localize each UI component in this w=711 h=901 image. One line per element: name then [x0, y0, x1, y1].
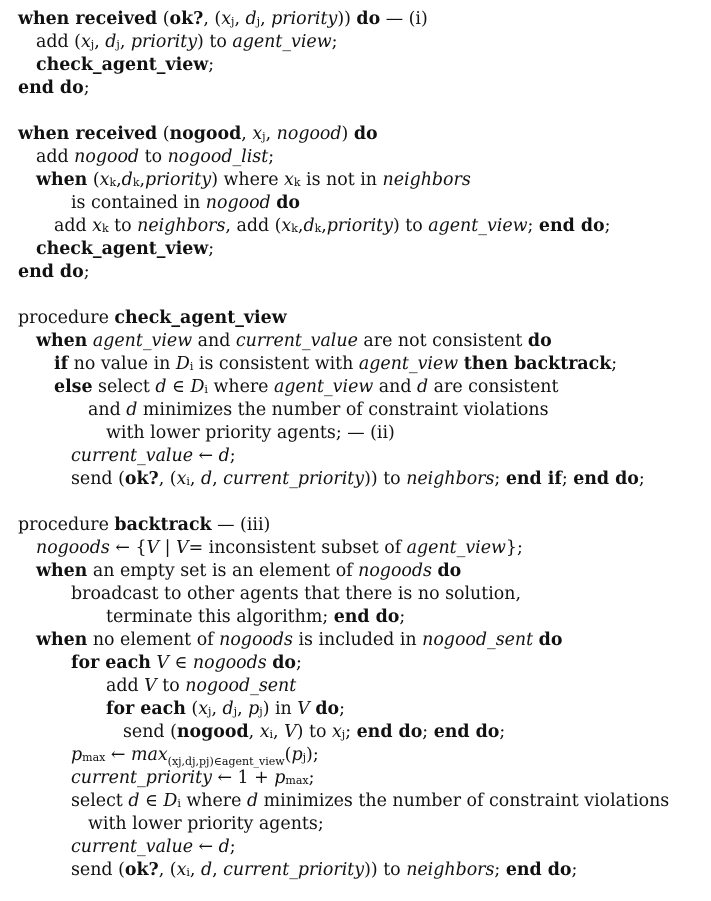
keyword: when — [36, 170, 88, 190]
text: is consistent with — [193, 354, 359, 374]
text: ; — [83, 78, 90, 98]
math-symbol: neighbors — [406, 860, 495, 880]
math-symbol: p — [71, 745, 83, 765]
text: , — [234, 9, 246, 29]
math-symbol: nogoods — [358, 561, 432, 581]
text: , — [248, 722, 260, 742]
keyword: when — [36, 331, 88, 351]
keyword: if — [54, 354, 69, 374]
text: no value in — [68, 354, 176, 374]
math-symbol: D — [175, 354, 190, 374]
math-symbol: neighbors — [137, 216, 226, 236]
keyword: when received — [18, 9, 158, 29]
subscript: k — [293, 176, 301, 189]
math-symbol: p — [274, 768, 286, 788]
text: )) to — [364, 860, 407, 880]
text: ; — [268, 147, 275, 167]
text: ; — [229, 446, 236, 466]
math-symbol: d — [218, 837, 230, 857]
math-symbol: x — [80, 32, 91, 52]
keyword: do — [356, 9, 381, 29]
subscript: j — [259, 705, 263, 718]
math-symbol: current_priority — [223, 469, 365, 489]
keyword: check_agent_view — [36, 239, 209, 259]
math-symbol: agent_view — [406, 538, 506, 558]
text: , — [237, 699, 249, 719]
text: send ( — [71, 469, 125, 489]
math-symbol: D — [190, 377, 205, 397]
math-symbol: d — [121, 170, 133, 190]
text: ← — [193, 446, 219, 466]
keyword: else — [54, 377, 93, 397]
text: ( — [284, 745, 292, 765]
text: , add ( — [225, 216, 282, 236]
math-symbol: x — [176, 860, 187, 880]
text: ) to — [296, 722, 332, 742]
subscript: i — [186, 866, 190, 879]
text: ← — [193, 837, 219, 857]
math-symbol: priority — [326, 216, 393, 236]
keyword: do — [527, 331, 552, 351]
code-line — [18, 652, 669, 675]
math-symbol: nogoods — [192, 653, 267, 673]
text: no element of — [87, 630, 220, 650]
text: ( — [87, 170, 100, 190]
text: ∈ — [166, 377, 191, 397]
keyword: do — [538, 630, 563, 650]
math-symbol: V — [146, 538, 160, 558]
text: | — [159, 538, 176, 558]
code-line — [18, 445, 669, 468]
code-line — [18, 767, 669, 790]
code-line — [18, 675, 669, 698]
text: are consistent — [428, 377, 559, 397]
math-symbol: x — [92, 216, 102, 236]
math-symbol: p — [291, 745, 303, 765]
math-symbol: V — [284, 722, 297, 742]
text: ← — [105, 745, 131, 765]
blank-line — [18, 491, 669, 514]
code-line — [18, 192, 669, 215]
math-symbol: D — [163, 791, 178, 811]
text: to — [108, 216, 138, 236]
code-line — [18, 836, 669, 859]
keyword: ok? — [124, 860, 159, 880]
text: , — [321, 216, 327, 236]
text: ← { — [109, 538, 147, 558]
math-symbol: agent_view — [232, 32, 332, 52]
text: add ( — [36, 32, 81, 52]
math-symbol: d — [218, 446, 230, 466]
math-symbol: max — [130, 745, 168, 765]
text: is included in — [292, 630, 423, 650]
text: , ( — [158, 469, 177, 489]
code-line — [18, 8, 669, 31]
code-line — [18, 744, 669, 767]
subscript: i — [177, 797, 181, 810]
math-symbol: d — [200, 469, 213, 489]
text: to — [156, 676, 186, 696]
text: ) — [341, 124, 354, 144]
text: — (i) — [380, 9, 428, 29]
subscript: max — [285, 774, 309, 787]
text: ; — [561, 469, 574, 489]
code-line — [18, 698, 669, 721]
keyword: end do — [433, 722, 500, 742]
text: select — [92, 377, 156, 397]
code-line — [18, 560, 669, 583]
keyword: when — [36, 561, 88, 581]
math-symbol: x — [198, 699, 209, 719]
code-line — [18, 146, 669, 169]
code-line — [18, 169, 669, 192]
keyword: when received — [18, 124, 158, 144]
subscript: k — [109, 176, 117, 189]
math-symbol: current_value — [71, 446, 193, 466]
text: , — [119, 32, 131, 52]
text: ; — [638, 469, 645, 489]
subscript: k — [314, 222, 322, 235]
math-symbol: x — [331, 722, 342, 742]
math-symbol: d — [245, 9, 257, 29]
math-symbol: d — [222, 699, 234, 719]
math-symbol: nogood_sent — [422, 630, 534, 650]
text: where — [180, 791, 247, 811]
math-symbol: x — [284, 170, 294, 190]
keyword: end if — [505, 469, 562, 489]
math-symbol: nogood — [74, 147, 140, 167]
text: , — [212, 469, 224, 489]
subscript: i — [186, 475, 190, 488]
math-symbol: agent_view — [92, 331, 193, 351]
code-line — [18, 261, 669, 284]
text: ; — [604, 216, 611, 236]
math-symbol: V — [144, 676, 157, 696]
math-symbol: nogood_list — [167, 147, 269, 167]
text: and — [88, 400, 127, 420]
keyword: for each — [106, 699, 186, 719]
text: ; — [527, 216, 539, 236]
text: , — [297, 216, 304, 236]
keyword: end do — [538, 216, 605, 236]
algorithm-pseudocode — [18, 8, 669, 882]
math-symbol: V — [297, 699, 310, 719]
code-line — [18, 77, 669, 100]
math-symbol: d — [246, 791, 259, 811]
code-line — [18, 54, 669, 77]
code-line — [18, 514, 669, 537]
subscript: j — [90, 38, 95, 51]
text: ; — [494, 860, 506, 880]
code-line — [18, 307, 669, 330]
text: , — [241, 124, 253, 144]
subscript: j — [231, 15, 235, 28]
math-symbol: d — [155, 377, 167, 397]
blank-line — [18, 100, 669, 123]
keyword: end do — [573, 469, 639, 489]
keyword: then backtrack — [463, 354, 612, 374]
text: ; — [499, 722, 506, 742]
text: , — [139, 170, 146, 190]
keyword: nogood — [176, 722, 249, 742]
text: , — [116, 170, 122, 190]
keyword: do — [437, 561, 462, 581]
code-line — [18, 376, 669, 399]
keyword: end do — [333, 607, 400, 627]
text: procedure — [18, 515, 115, 535]
keyword: end do — [356, 722, 423, 742]
math-symbol: d — [105, 32, 117, 52]
math-symbol: p — [248, 699, 260, 719]
text: minimizes the number of constraint violations — [137, 400, 549, 420]
math-symbol: priority — [271, 9, 338, 29]
text: ∈ — [168, 653, 193, 673]
text: ; — [296, 653, 302, 673]
text: add — [54, 216, 93, 236]
text: ; — [331, 32, 338, 52]
code-line — [18, 629, 669, 652]
keyword: check_agent_view — [36, 55, 209, 75]
math-symbol: d — [200, 860, 213, 880]
text: procedure — [18, 308, 115, 328]
keyword: ok? — [169, 9, 204, 29]
math-symbol: d — [126, 400, 138, 420]
math-symbol: neighbors — [382, 170, 471, 190]
text: and — [373, 377, 418, 397]
math-symbol: V — [156, 653, 169, 673]
text: with lower priority agents; — (ii) — [106, 423, 395, 443]
subscript: j — [233, 705, 238, 718]
code-line — [18, 330, 669, 353]
text: }; — [505, 538, 523, 558]
text: add — [36, 147, 75, 167]
code-line — [18, 123, 669, 146]
keyword: do — [276, 193, 300, 213]
math-symbol: current_value — [71, 837, 193, 857]
text: ; — [308, 768, 315, 788]
code-line — [18, 606, 669, 629]
text: ; — [83, 262, 90, 282]
text: are not consistent — [357, 331, 528, 351]
math-symbol: d — [417, 377, 429, 397]
text: ; — [208, 239, 215, 259]
math-symbol: agent_view — [274, 377, 374, 397]
text: add — [106, 676, 145, 696]
math-symbol: x — [252, 124, 263, 144]
text: , — [273, 722, 285, 742]
text: ( — [157, 124, 170, 144]
math-symbol: V — [176, 538, 189, 558]
keyword: end do — [18, 262, 84, 282]
math-symbol: priority — [145, 170, 212, 190]
code-line — [18, 238, 669, 261]
text: ) where — [211, 170, 285, 190]
text: , — [211, 699, 223, 719]
code-line — [18, 399, 669, 422]
code-line — [18, 583, 669, 606]
text: broadcast to other agents that there is no solution, — [71, 584, 521, 604]
math-symbol: nogood — [276, 124, 342, 144]
subscript: j — [341, 728, 346, 741]
keyword: check_agent_view — [114, 308, 287, 328]
math-symbol: x — [281, 216, 292, 236]
subscript: i — [204, 383, 208, 396]
math-symbol: x — [99, 170, 110, 190]
subscript: j — [256, 15, 261, 28]
text: ) in — [262, 699, 298, 719]
subscript: j — [302, 751, 307, 764]
subscript: j — [262, 130, 266, 143]
text: , ( — [203, 9, 222, 29]
text: an empty set is an element of — [87, 561, 359, 581]
math-symbol: current_priority — [223, 860, 365, 880]
text: )) — [337, 9, 357, 29]
text: ∈ — [139, 791, 164, 811]
math-symbol: nogood — [205, 193, 271, 213]
text: is not in — [300, 170, 383, 190]
math-symbol: d — [128, 791, 140, 811]
math-symbol: current_value — [235, 331, 358, 351]
text: ; — [611, 354, 618, 374]
text: , — [94, 32, 106, 52]
text: where — [207, 377, 274, 397]
text: ) to — [392, 216, 429, 236]
text: terminate this algorithm; — [106, 607, 334, 627]
math-symbol: d — [303, 216, 315, 236]
text: ← 1 + — [211, 768, 275, 788]
code-line — [18, 353, 669, 376]
subscript: j — [116, 38, 120, 51]
code-line — [18, 790, 669, 813]
text: select — [71, 791, 129, 811]
text: ( — [185, 699, 199, 719]
text: ; — [571, 860, 578, 880]
math-symbol: nogoods — [219, 630, 293, 650]
math-symbol: nogoods — [36, 538, 110, 558]
keyword: backtrack — [114, 515, 212, 535]
text: )) to — [364, 469, 407, 489]
code-line — [18, 468, 669, 491]
text: ; — [208, 55, 215, 75]
keyword: end do — [18, 78, 84, 98]
code-line — [18, 813, 669, 836]
text: minimizes the number of constraint violations — [258, 791, 670, 811]
keyword: for each — [71, 653, 151, 673]
text: , ( — [158, 860, 177, 880]
subscript: k — [101, 222, 109, 235]
math-symbol: x — [221, 9, 232, 29]
subscript: k — [132, 176, 140, 189]
text: , — [189, 860, 201, 880]
text: ; — [399, 607, 406, 627]
text: , — [189, 469, 201, 489]
code-line — [18, 859, 669, 882]
text: , — [212, 860, 224, 880]
text: ; — [229, 837, 236, 857]
text: send ( — [71, 860, 125, 880]
text: with lower priority agents; — [88, 814, 324, 834]
keyword: do — [272, 653, 297, 673]
text: ; — [339, 699, 346, 719]
keyword: end do — [505, 860, 572, 880]
subscript: max — [82, 751, 106, 764]
text: ( — [157, 9, 170, 29]
keyword: ok? — [124, 469, 159, 489]
math-symbol: neighbors — [406, 469, 495, 489]
math-symbol: priority — [130, 32, 198, 52]
keyword: do — [315, 699, 340, 719]
text: ) to — [197, 32, 233, 52]
math-symbol: agent_view — [428, 216, 528, 236]
text: , — [260, 9, 272, 29]
math-symbol: x — [259, 722, 270, 742]
code-line — [18, 422, 669, 445]
subscript: (xj,dj,pj)∈agent_view — [167, 755, 285, 768]
math-symbol: agent_view — [358, 354, 459, 374]
text: to — [139, 147, 168, 167]
text: ; — [422, 722, 434, 742]
math-symbol: x — [176, 469, 187, 489]
math-symbol: current_priority — [71, 768, 212, 788]
subscript: k — [291, 222, 298, 235]
keyword: do — [353, 124, 378, 144]
text: = inconsistent subset of — [188, 538, 407, 558]
subscript: i — [269, 728, 274, 741]
keyword: nogood — [169, 124, 242, 144]
text: is contained in — [71, 193, 206, 213]
text: ; — [494, 469, 506, 489]
text: — (iii) — [211, 515, 271, 535]
blank-line — [18, 284, 669, 307]
text: send ( — [123, 722, 177, 742]
subscript: i — [189, 360, 194, 373]
code-line — [18, 537, 669, 560]
text: and — [192, 331, 236, 351]
text: ; — [345, 722, 357, 742]
keyword: when — [36, 630, 88, 650]
text: , — [265, 124, 277, 144]
code-line — [18, 721, 669, 744]
math-symbol: nogood_sent — [185, 676, 297, 696]
code-line — [18, 215, 669, 238]
subscript: j — [208, 705, 212, 718]
code-line — [18, 31, 669, 54]
text: ); — [306, 745, 319, 765]
